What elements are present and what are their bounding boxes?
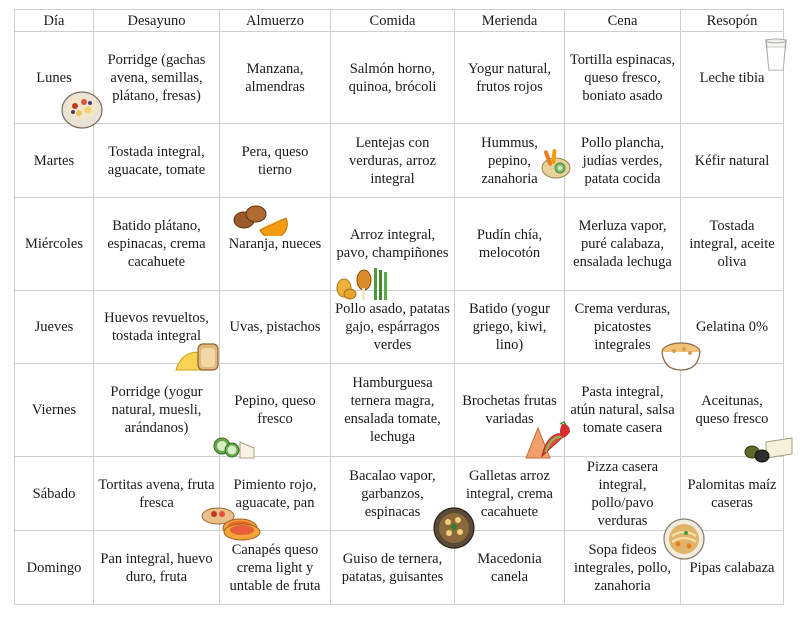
meal-cell: Leche tibia (681, 32, 784, 124)
header-almuerzo: Almuerzo (220, 10, 331, 32)
header-merienda: Merienda (455, 10, 565, 32)
meal-cell: Macedonia canela (455, 531, 565, 605)
meal-cell: Yogur natural, frutos rojos (455, 32, 565, 124)
meal-cell: Aceitunas, queso fresco (681, 364, 784, 457)
meal-cell: Pasta integral, atún natural, salsa tomate casera (565, 364, 681, 457)
meal-cell: Tostada integral, aceite oliva (681, 198, 784, 291)
header-desayuno: Desayuno (94, 10, 220, 32)
meal-cell: Uvas, pistachos (220, 291, 331, 364)
meal-cell: Pepino, queso fresco (220, 364, 331, 457)
day-cell: Domingo (15, 531, 94, 605)
toast-eggs-icon (172, 340, 220, 372)
porridge-bowl-icon (60, 88, 104, 130)
day-cell: Martes (15, 124, 94, 198)
meal-cell: Bacalao vapor, garbanzos, espinacas (331, 457, 455, 531)
meal-plan-table (14, 9, 784, 605)
meal-cell: Pudín chía, melocotón (455, 198, 565, 291)
header-dia: Día (15, 10, 94, 32)
meal-cell: Tostada integral, aguacate, tomate (94, 124, 220, 198)
meal-cell: Manzana, almendras (220, 32, 331, 124)
header-comida: Comida (331, 10, 455, 32)
meal-cell: Canapés queso crema light y untable de fruta (220, 531, 331, 605)
meal-cell: Pan integral, huevo duro, fruta (94, 531, 220, 605)
day-cell: Sábado (15, 457, 94, 531)
header-cena: Cena (565, 10, 681, 32)
meal-cell: Batido (yogur griego, kiwi, lino) (455, 291, 565, 364)
meal-cell: Porridge (yogur natural, muesli, arándanos) (94, 364, 220, 457)
meal-cell: Porridge (gachas avena, semillas, plátano, fresas) (94, 32, 220, 124)
meal-cell: Pollo asado, patatas gajo, espárragos verdes (331, 291, 455, 364)
header-row (15, 10, 784, 32)
canapes-icon (220, 512, 264, 542)
meal-cell: Brochetas frutas variadas (455, 364, 565, 457)
noodle-soup-bowl-icon (662, 518, 706, 560)
meal-cell: Tortitas avena, fruta fresca (94, 457, 220, 531)
day-cell: Viernes (15, 364, 94, 457)
meal-cell: Tortilla espinacas, queso fresco, boniato asado (565, 32, 681, 124)
meal-cell: Kéfir natural (681, 124, 784, 198)
day-cell: Lunes (15, 32, 94, 124)
meal-cell: Sopa fideos integrales, pollo, zanahoria (565, 531, 681, 605)
hummus-veggies-icon (538, 146, 572, 180)
meal-cell: Pera, queso tierno (220, 124, 331, 198)
header-resopon: Resopón (681, 10, 784, 32)
meal-cell: Crema verduras, picatostes integrales (565, 291, 681, 364)
table-row (15, 364, 784, 457)
meal-cell: Huevos revueltos, tostada integral (94, 291, 220, 364)
meal-cell: Pimiento rojo, aguacate, pan (220, 457, 331, 531)
table-row (15, 124, 784, 198)
meal-cell: Gelatina 0% (681, 291, 784, 364)
olives-cheese-icon (744, 436, 794, 464)
table-row (15, 32, 784, 124)
cucumber-cheese-icon (212, 434, 256, 460)
fruit-skewers-icon (524, 420, 574, 460)
meal-cell: Pipas calabaza (681, 531, 784, 605)
meal-cell: Pollo plancha, judías verdes, patata cocida (565, 124, 681, 198)
meal-cell: Pizza casera integral, pollo/pavo verduras (565, 457, 681, 531)
chicken-potatoes-asparagus-icon (334, 264, 390, 302)
meal-cell: Batido plátano, espinacas, crema cacahuete (94, 198, 220, 291)
cream-soup-bowl-icon (660, 340, 702, 372)
table-row (15, 198, 784, 291)
meal-cell: Palomitas maíz caseras (681, 457, 784, 531)
meal-cell: Guiso de ternera, patatas, guisantes (331, 531, 455, 605)
meal-cell: Arroz integral, pavo, champiñones (331, 198, 455, 291)
day-cell: Jueves (15, 291, 94, 364)
cod-chickpeas-bowl-icon (432, 506, 476, 550)
meal-cell: Hamburguesa ternera magra, ensalada tomate, lechuga (331, 364, 455, 457)
milk-glass-icon (762, 37, 790, 73)
meal-cell: Merluza vapor, puré calabaza, ensalada lechuga (565, 198, 681, 291)
meal-cell: Hummus, pepino, zanahoria (455, 124, 565, 198)
meal-cell: Naranja, nueces (220, 198, 331, 291)
nuts-orange-icon (232, 200, 288, 236)
meal-plan (14, 9, 784, 605)
day-cell: Miércoles (15, 198, 94, 291)
meal-cell: Lentejas con verduras, arroz integral (331, 124, 455, 198)
meal-cell: Salmón horno, quinoa, brócoli (331, 32, 455, 124)
meal-cell: Galletas arroz integral, crema cacahuete (455, 457, 565, 531)
